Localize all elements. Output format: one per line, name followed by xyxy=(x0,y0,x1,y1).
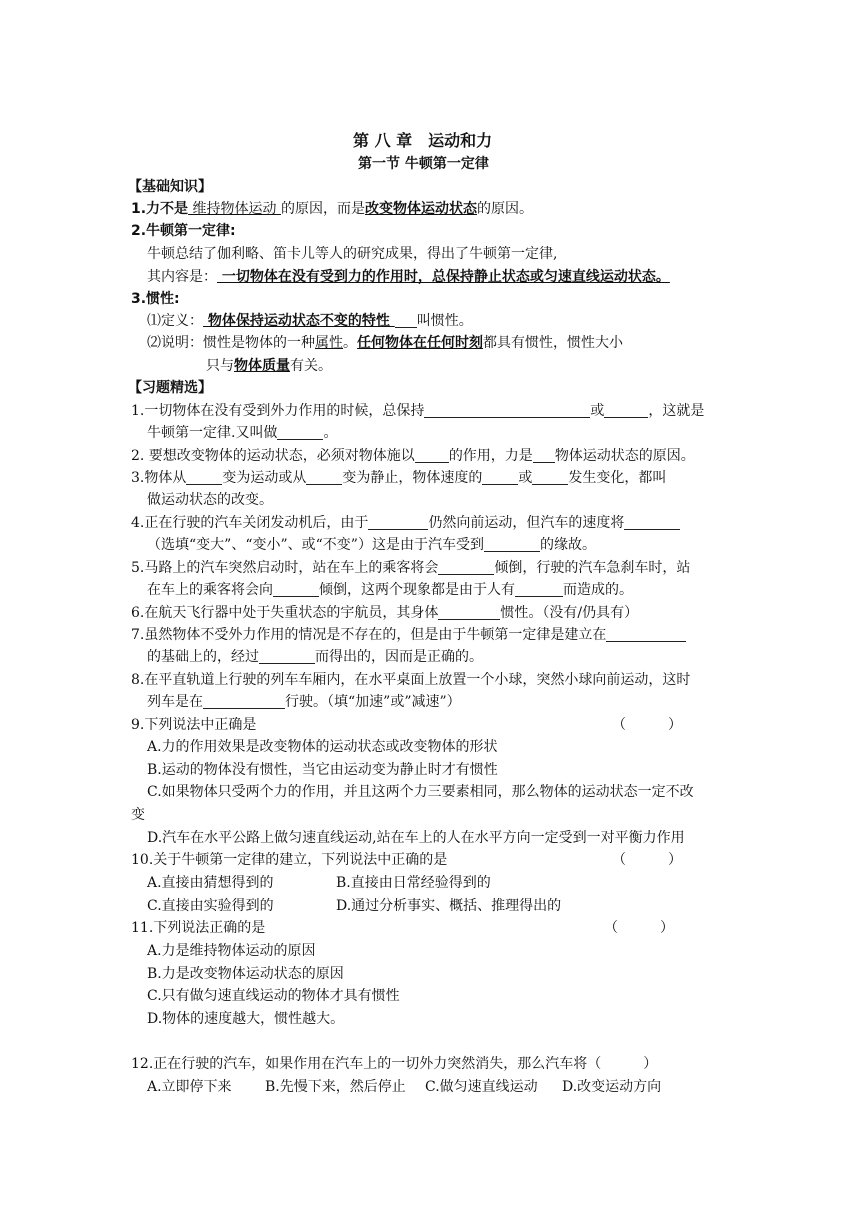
q10-stem: 10.关于牛顿第一定律的建立，下列说法中正确的是 xyxy=(131,852,448,868)
q5-line2b: 倾倒，这两个现象都是由于人有 xyxy=(319,582,515,598)
q5-line1 xyxy=(131,558,690,578)
q6-a: 6.在航天飞行器中处于失重状态的宇航员，其身体 xyxy=(131,605,439,621)
q3-c: 变为静止，物体速度的 xyxy=(342,470,483,486)
q1-blank-3 xyxy=(277,425,323,440)
p3-heading: 3.惯性: xyxy=(131,291,180,307)
q10-option-d: D.通过分析事实、概括、推理得出的 xyxy=(336,898,562,914)
p1-mid: 的原因，而是 xyxy=(280,201,365,217)
q3-line2: 做运动状态的改变。 xyxy=(147,492,273,508)
q4-line2 xyxy=(147,535,596,555)
p3-exp-mid: 。 xyxy=(343,335,357,351)
q11-option-c: C.只有做匀速直线运动的物体才具有惯性 xyxy=(147,988,400,1004)
p3-def-label: ⑴定义： xyxy=(147,313,203,329)
q11-option-a: A.力是维持物体运动的原因 xyxy=(147,943,316,959)
q2-a: 2. 要想改变物体的运动状态，必须对物体施以 xyxy=(131,448,415,464)
q9-option-b: B.运动的物体没有惯性，当它由运动变为静止时才有惯性 xyxy=(147,762,498,778)
p3-exp-line2-pre: 只与 xyxy=(206,358,234,374)
q7-blank-2 xyxy=(259,649,315,664)
q2-c: 物体运动状态的原因。 xyxy=(554,448,695,464)
q7-line2b: 而得出的，因而是正确的。 xyxy=(315,649,483,665)
p3-def-post: 叫惯性。 xyxy=(416,313,473,329)
q11-answer-paren[interactable]: （ ） xyxy=(604,920,674,936)
exercises-heading: 【习题精选】 xyxy=(128,380,212,396)
q3-blank-4 xyxy=(532,470,568,485)
q9-option-a: A.力的作用效果是改变物体的运动状态或改变物体的形状 xyxy=(147,739,498,755)
q7-line2 xyxy=(147,647,483,667)
q6 xyxy=(131,603,638,623)
q10-option-a: A.直接由猜想得到的 xyxy=(147,875,274,891)
q1-b: 或 xyxy=(590,403,605,419)
q1-line2 xyxy=(147,423,337,443)
q3-a: 3.物体从 xyxy=(131,470,187,486)
q4-blank-3 xyxy=(484,537,540,552)
q8-line1: 8.在平直轨道上行驶的列车车厢内，在水平桌面上放置一个小球，突然小球向前运动，这时 xyxy=(131,672,691,688)
q3-blank-1 xyxy=(186,470,222,485)
p3-exp-u2: 任何物体在任何时刻 xyxy=(357,335,483,351)
q12-option-b: B.先慢下来，然后停止 xyxy=(265,1079,406,1095)
q1-c: ，这就是 xyxy=(648,403,705,419)
q7-a: 7.虽然物体不受外力作用的情况是不存在的，但是由于牛顿第一定律是建立在 xyxy=(131,627,607,643)
q10-option-c: C.直接由实验得到的 xyxy=(147,898,274,914)
q1-line1 xyxy=(131,401,704,421)
q9-stem: 9.下列说法中正确是 xyxy=(131,717,257,733)
q10-answer-paren[interactable]: （ ） xyxy=(612,852,682,868)
q2-blank-2 xyxy=(533,448,555,463)
basics-heading: 【基础知识】 xyxy=(128,179,212,195)
q7-line2a: 的基础上的，经过 xyxy=(147,649,259,665)
p2-label: 其内容是： xyxy=(147,269,217,285)
q12-stem: 12.正在行驶的汽车，如果作用在汽车上的一切外力突然消失，那么汽车将（ ） xyxy=(131,1056,658,1072)
q1-blank-1 xyxy=(424,403,590,418)
section-title: 第一节 牛顿第一定律 xyxy=(358,156,489,172)
q7-blank-1 xyxy=(606,627,686,642)
p1-u2: 改变物体运动状态 xyxy=(364,201,477,217)
q6-blank-1 xyxy=(438,605,500,620)
q2-b: 的作用，力是 xyxy=(448,448,533,464)
q4-blank-1 xyxy=(368,515,428,530)
p1-pre: 1.力不是 xyxy=(131,201,189,217)
q5-b: 倾倒，行驶的汽车急刹车时，站 xyxy=(494,560,691,576)
p3-exp-post: 都具有惯性，惯性大小 xyxy=(483,335,623,351)
p2-line2 xyxy=(147,267,670,287)
q9-option-d: D.汽车在水平公路上做匀速直线运动,站在车上的人在水平方向一定受到一对平衡力作用 xyxy=(147,830,685,846)
q5-blank-3 xyxy=(515,582,563,597)
p1-u1: 维持物体运动 xyxy=(188,201,281,217)
q12-option-d: D.改变运动方向 xyxy=(562,1079,662,1095)
p3-exp xyxy=(147,333,623,353)
p3-def-blank xyxy=(395,313,417,328)
q5-line2c: 而造成的。 xyxy=(563,582,633,598)
q8-line2a: 列车是在 xyxy=(147,694,203,710)
q5-a: 5.马路上的汽车突然启动时，站在车上的乘客将会 xyxy=(131,560,439,576)
q4-a: 4.正在行驶的汽车关闭发动机后，由于 xyxy=(131,515,369,531)
q3-blank-2 xyxy=(306,470,342,485)
p3-def xyxy=(147,311,473,331)
p1-post: 的原因。 xyxy=(476,201,533,217)
q4-line1 xyxy=(131,513,680,533)
q2 xyxy=(131,446,695,466)
q1-a: 1.一切物体在没有受到外力作用的时候，总保持 xyxy=(131,403,425,419)
q1-blank-2 xyxy=(604,403,648,418)
q1-line2a: 牛顿第一定律.又叫做 xyxy=(147,425,278,441)
q3-blank-3 xyxy=(482,470,518,485)
q5-blank-2 xyxy=(273,582,319,597)
q5-blank-1 xyxy=(438,560,494,575)
q8-blank-1 xyxy=(203,694,285,709)
q6-b: 惯性。（没有/仍具有） xyxy=(500,605,639,621)
p3-def-content: 物体保持运动状态不变的特性 xyxy=(203,313,395,329)
q4-line2a: （选填“变大”、“变小”、或“不变”）这是由于汽车受到 xyxy=(147,537,484,553)
q5-line2a: 在车上的乘客将会向 xyxy=(147,582,273,598)
q11-option-d: D.物体的速度越大，惯性越大。 xyxy=(147,1011,345,1027)
q4-blank-2 xyxy=(624,515,680,530)
q3-b: 变为运动或从 xyxy=(222,470,307,486)
p2-heading: 2.牛顿第一定律: xyxy=(131,223,236,239)
q7-line1 xyxy=(131,625,686,645)
p3-exp-line2-post: 有关。 xyxy=(290,358,332,374)
q3-d: 或 xyxy=(518,470,533,486)
q12-option-c: C.做匀速直线运动 xyxy=(425,1079,538,1095)
q10-option-b: B.直接由日常经验得到的 xyxy=(336,875,491,891)
q4-b: 仍然向前运动，但汽车的速度将 xyxy=(428,515,625,531)
p3-exp-u1: 属性 xyxy=(315,335,343,351)
q3-e: 发生变化，都叫 xyxy=(568,470,667,486)
q9-answer-paren[interactable]: （ ） xyxy=(612,717,682,733)
q11-stem: 11.下列说法正确的是 xyxy=(131,920,266,936)
p2-line1: 牛顿总结了伽利略、笛卡儿等人的研究成果，得出了牛顿第一定律, xyxy=(147,246,558,262)
q5-line2 xyxy=(147,580,633,600)
p3-exp-label: ⑵说明：惯性是物体的一种 xyxy=(147,335,315,351)
q8-line2 xyxy=(147,692,461,712)
p3-exp-line2 xyxy=(206,356,332,376)
q9-option-c: C.如果物体只受两个力的作用，并且这两个力三要素相同，那么物体的运动状态一定不改 xyxy=(147,784,694,800)
q12-option-a: A.立即停下来 xyxy=(147,1079,232,1095)
chapter-title: 第 八 章 运动和力 xyxy=(353,131,493,150)
p2-content: 一切物体在没有受到力的作用时，总保持静止状态或匀速直线运动状态。 xyxy=(217,269,670,285)
q1-line2b: 。 xyxy=(323,425,338,441)
q4-line2b: 的缘故。 xyxy=(539,537,596,553)
q2-blank-1 xyxy=(415,448,449,463)
q9-option-c-cont: 变 xyxy=(131,807,145,823)
q8-line2b: 行驶。（填“加速”或”减速”） xyxy=(285,694,461,710)
p3-exp-line2-u: 物体质量 xyxy=(234,358,290,374)
q3-line1 xyxy=(131,468,666,488)
q11-option-b: B.力是改变物体运动状态的原因 xyxy=(147,966,344,982)
basics-p1 xyxy=(131,199,533,219)
